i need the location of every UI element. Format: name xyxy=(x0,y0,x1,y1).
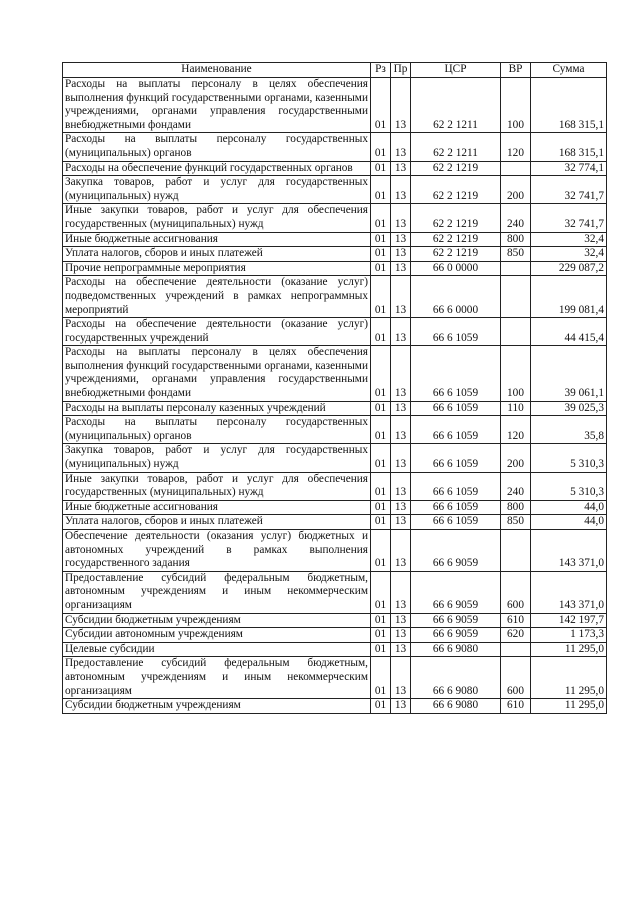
cell-rz: 01 xyxy=(371,176,391,204)
cell-vr: 240 xyxy=(501,472,531,500)
table-row xyxy=(63,204,607,232)
cell-pr: 13 xyxy=(391,416,411,444)
table-row xyxy=(63,699,607,714)
cell-sum: 11 295,0 xyxy=(531,699,607,714)
cell-sum: 168 315,1 xyxy=(531,78,607,133)
cell-sum: 32 741,7 xyxy=(531,176,607,204)
cell-name: Иные бюджетные ассигнования xyxy=(63,232,371,247)
cell-rz: 01 xyxy=(371,571,391,613)
cell-csr: 62 2 1219 xyxy=(411,176,501,204)
header-csr: ЦСР xyxy=(411,63,501,78)
cell-csr: 62 2 1219 xyxy=(411,247,501,262)
header-pr: Пр xyxy=(391,63,411,78)
cell-sum: 11 295,0 xyxy=(531,642,607,657)
cell-pr: 13 xyxy=(391,401,411,416)
cell-vr: 850 xyxy=(501,515,531,530)
table-body xyxy=(63,78,607,714)
cell-pr: 13 xyxy=(391,133,411,161)
table-row xyxy=(63,261,607,276)
table-row xyxy=(63,472,607,500)
cell-name: Иные бюджетные ассигнования xyxy=(63,500,371,515)
cell-sum: 35,8 xyxy=(531,416,607,444)
cell-rz: 01 xyxy=(371,318,391,346)
cell-csr: 62 2 1211 xyxy=(411,78,501,133)
cell-vr: 610 xyxy=(501,699,531,714)
table-row xyxy=(63,78,607,133)
cell-name: Предоставление субсидий федеральным бюджетным, автономным учреждениям и иным некоммерческим организациям xyxy=(63,571,371,613)
cell-sum: 32,4 xyxy=(531,232,607,247)
cell-sum: 229 087,2 xyxy=(531,261,607,276)
cell-rz: 01 xyxy=(371,613,391,628)
table-row xyxy=(63,247,607,262)
cell-name: Расходы на выплаты персоналу государственных (муниципальных) органов xyxy=(63,133,371,161)
cell-csr: 66 6 1059 xyxy=(411,318,501,346)
header-name: Наименование xyxy=(63,63,371,78)
cell-csr: 66 6 9059 xyxy=(411,530,501,572)
table-row xyxy=(63,515,607,530)
cell-name: Расходы на выплаты персоналу казенных учреждений xyxy=(63,401,371,416)
cell-csr: 66 6 1059 xyxy=(411,444,501,472)
cell-pr: 13 xyxy=(391,657,411,699)
cell-csr: 66 0 0000 xyxy=(411,261,501,276)
cell-csr: 62 2 1219 xyxy=(411,204,501,232)
cell-rz: 01 xyxy=(371,232,391,247)
cell-sum: 143 371,0 xyxy=(531,530,607,572)
cell-vr: 100 xyxy=(501,78,531,133)
cell-name: Закупка товаров, работ и услуг для государственных (муниципальных) нужд xyxy=(63,176,371,204)
cell-name: Расходы на выплаты персоналу в целях обеспечения выполнения функций государственными органами, казенными учреждениями, органами управления государственными внебюджетными фондами xyxy=(63,346,371,401)
cell-name: Прочие непрограммные мероприятия xyxy=(63,261,371,276)
table-row xyxy=(63,571,607,613)
cell-sum: 44 415,4 xyxy=(531,318,607,346)
cell-rz: 01 xyxy=(371,642,391,657)
cell-csr: 66 6 1059 xyxy=(411,346,501,401)
cell-name: Закупка товаров, работ и услуг для государственных (муниципальных) нужд xyxy=(63,444,371,472)
cell-pr: 13 xyxy=(391,530,411,572)
table-row xyxy=(63,500,607,515)
table-row xyxy=(63,657,607,699)
table-row xyxy=(63,628,607,643)
cell-sum: 5 310,3 xyxy=(531,444,607,472)
cell-vr xyxy=(501,261,531,276)
cell-csr: 66 6 1059 xyxy=(411,472,501,500)
cell-csr: 66 6 1059 xyxy=(411,401,501,416)
cell-vr xyxy=(501,161,531,176)
cell-rz: 01 xyxy=(371,247,391,262)
cell-vr: 610 xyxy=(501,613,531,628)
cell-csr: 66 6 9080 xyxy=(411,642,501,657)
cell-sum: 32,4 xyxy=(531,247,607,262)
cell-pr: 13 xyxy=(391,78,411,133)
cell-pr: 13 xyxy=(391,318,411,346)
cell-sum: 32 774,1 xyxy=(531,161,607,176)
cell-csr: 66 6 1059 xyxy=(411,515,501,530)
cell-rz: 01 xyxy=(371,515,391,530)
cell-pr: 13 xyxy=(391,628,411,643)
cell-sum: 32 741,7 xyxy=(531,204,607,232)
cell-rz: 01 xyxy=(371,530,391,572)
cell-rz: 01 xyxy=(371,78,391,133)
cell-pr: 13 xyxy=(391,699,411,714)
cell-csr: 66 6 9080 xyxy=(411,657,501,699)
table-row xyxy=(63,613,607,628)
cell-csr: 66 6 1059 xyxy=(411,500,501,515)
cell-sum: 1 173,3 xyxy=(531,628,607,643)
cell-csr: 66 6 9059 xyxy=(411,571,501,613)
cell-rz: 01 xyxy=(371,401,391,416)
cell-csr: 66 6 9080 xyxy=(411,699,501,714)
cell-sum: 143 371,0 xyxy=(531,571,607,613)
header-rz: Рз xyxy=(371,63,391,78)
cell-rz: 01 xyxy=(371,657,391,699)
cell-pr: 13 xyxy=(391,204,411,232)
cell-rz: 01 xyxy=(371,444,391,472)
cell-csr: 66 6 9059 xyxy=(411,628,501,643)
cell-name: Целевые субсидии xyxy=(63,642,371,657)
cell-vr: 800 xyxy=(501,232,531,247)
cell-pr: 13 xyxy=(391,232,411,247)
cell-csr: 66 6 0000 xyxy=(411,276,501,318)
cell-name: Расходы на обеспечение деятельности (оказание услуг) государственных учреждений xyxy=(63,318,371,346)
table-row xyxy=(63,401,607,416)
table-row xyxy=(63,176,607,204)
cell-rz: 01 xyxy=(371,261,391,276)
cell-pr: 13 xyxy=(391,161,411,176)
cell-rz: 01 xyxy=(371,472,391,500)
cell-pr: 13 xyxy=(391,346,411,401)
cell-vr: 120 xyxy=(501,133,531,161)
cell-pr: 13 xyxy=(391,472,411,500)
cell-csr: 62 2 1211 xyxy=(411,133,501,161)
cell-rz: 01 xyxy=(371,133,391,161)
table-row xyxy=(63,530,607,572)
header-vr: ВР xyxy=(501,63,531,78)
cell-vr: 200 xyxy=(501,176,531,204)
cell-sum: 39 061,1 xyxy=(531,346,607,401)
cell-csr: 62 2 1219 xyxy=(411,232,501,247)
cell-csr: 66 6 9059 xyxy=(411,613,501,628)
table-row xyxy=(63,232,607,247)
cell-name: Субсидии бюджетным учреждениям xyxy=(63,699,371,714)
cell-csr: 66 6 1059 xyxy=(411,416,501,444)
cell-vr: 100 xyxy=(501,346,531,401)
cell-pr: 13 xyxy=(391,571,411,613)
cell-name: Иные закупки товаров, работ и услуг для обеспечения государственных (муниципальных) нужд xyxy=(63,204,371,232)
cell-rz: 01 xyxy=(371,161,391,176)
cell-rz: 01 xyxy=(371,500,391,515)
cell-sum: 142 197,7 xyxy=(531,613,607,628)
cell-rz: 01 xyxy=(371,204,391,232)
cell-rz: 01 xyxy=(371,699,391,714)
table-row xyxy=(63,161,607,176)
header-sum: Сумма xyxy=(531,63,607,78)
cell-name: Субсидии бюджетным учреждениям xyxy=(63,613,371,628)
cell-name: Иные закупки товаров, работ и услуг для обеспечения государственных (муниципальных) нужд xyxy=(63,472,371,500)
cell-pr: 13 xyxy=(391,247,411,262)
cell-sum: 44,0 xyxy=(531,500,607,515)
cell-pr: 13 xyxy=(391,176,411,204)
cell-name: Расходы на выплаты персоналу в целях обеспечения выполнения функций государственными органами, казенными учреждениями, органами управления государственными внебюджетными фондами xyxy=(63,78,371,133)
document-page xyxy=(62,62,606,714)
cell-name: Расходы на обеспечение функций государственных органов xyxy=(63,161,371,176)
cell-pr: 13 xyxy=(391,642,411,657)
cell-name: Уплата налогов, сборов и иных платежей xyxy=(63,247,371,262)
cell-vr: 110 xyxy=(501,401,531,416)
cell-sum: 39 025,3 xyxy=(531,401,607,416)
cell-sum: 5 310,3 xyxy=(531,472,607,500)
cell-vr xyxy=(501,318,531,346)
cell-rz: 01 xyxy=(371,628,391,643)
cell-vr: 240 xyxy=(501,204,531,232)
cell-vr: 600 xyxy=(501,657,531,699)
cell-sum: 168 315,1 xyxy=(531,133,607,161)
table-row xyxy=(63,416,607,444)
table-row xyxy=(63,444,607,472)
cell-vr: 800 xyxy=(501,500,531,515)
cell-csr: 62 2 1219 xyxy=(411,161,501,176)
cell-name: Предоставление субсидий федеральным бюджетным, автономным учреждениям и иным некоммерческим организациям xyxy=(63,657,371,699)
table-row xyxy=(63,318,607,346)
cell-name: Расходы на выплаты персоналу государственных (муниципальных) органов xyxy=(63,416,371,444)
table-row xyxy=(63,276,607,318)
cell-sum: 44,0 xyxy=(531,515,607,530)
cell-rz: 01 xyxy=(371,346,391,401)
cell-vr: 850 xyxy=(501,247,531,262)
table-row xyxy=(63,642,607,657)
cell-pr: 13 xyxy=(391,261,411,276)
table-row xyxy=(63,133,607,161)
cell-pr: 13 xyxy=(391,276,411,318)
cell-pr: 13 xyxy=(391,613,411,628)
cell-vr: 600 xyxy=(501,571,531,613)
cell-vr: 200 xyxy=(501,444,531,472)
cell-vr: 120 xyxy=(501,416,531,444)
cell-rz: 01 xyxy=(371,276,391,318)
cell-name: Обеспечение деятельности (оказания услуг) бюджетных и автономных учреждений в рамках выполнения государственного задания xyxy=(63,530,371,572)
cell-name: Субсидии автономным учреждениям xyxy=(63,628,371,643)
budget-table xyxy=(62,62,607,714)
cell-sum: 11 295,0 xyxy=(531,657,607,699)
cell-vr xyxy=(501,642,531,657)
cell-pr: 13 xyxy=(391,444,411,472)
cell-name: Расходы на обеспечение деятельности (оказание услуг) подведомственных учреждений в рамках непрограммных мероприятий xyxy=(63,276,371,318)
table-header-row xyxy=(63,63,607,78)
cell-rz: 01 xyxy=(371,416,391,444)
table-row xyxy=(63,346,607,401)
cell-name: Уплата налогов, сборов и иных платежей xyxy=(63,515,371,530)
cell-vr: 620 xyxy=(501,628,531,643)
cell-vr xyxy=(501,276,531,318)
cell-pr: 13 xyxy=(391,500,411,515)
cell-pr: 13 xyxy=(391,515,411,530)
cell-vr xyxy=(501,530,531,572)
cell-sum: 199 081,4 xyxy=(531,276,607,318)
